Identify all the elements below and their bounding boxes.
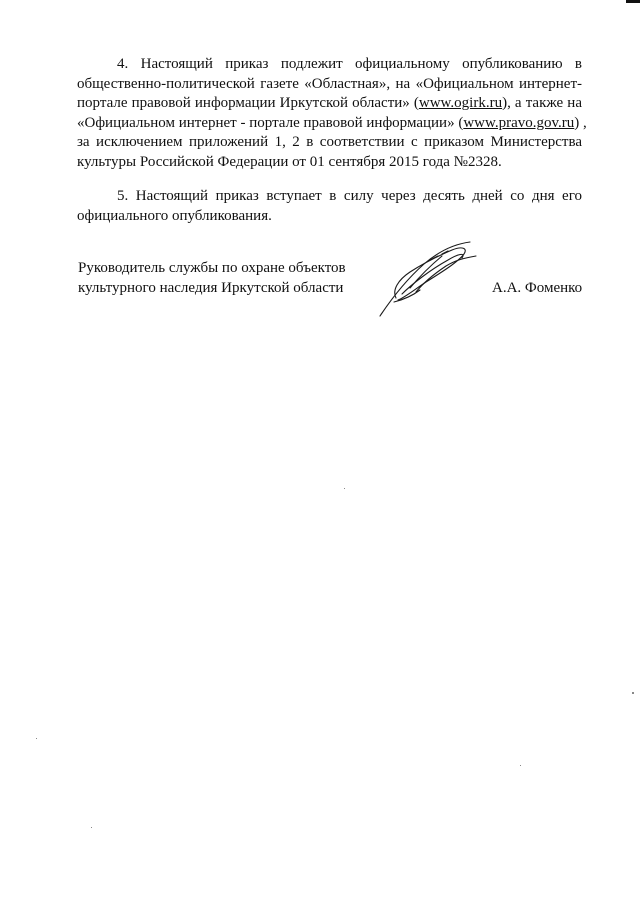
paragraph-4-line-3 bbox=[77, 94, 582, 114]
scan-speck bbox=[632, 692, 634, 694]
line-4-text-before: «Официальном интернет - портале правовой информации» ( bbox=[77, 114, 464, 131]
paragraph-4-line-5: за исключением приложений 1, 2 в соответствии с приказом Министерства bbox=[77, 134, 582, 150]
scan-speck bbox=[36, 738, 37, 739]
paragraph-4 bbox=[77, 55, 587, 172]
signatory-position bbox=[78, 258, 346, 298]
scan-speck bbox=[344, 488, 345, 489]
signatory-position-line-2: культурного наследия Иркутской области bbox=[78, 280, 344, 296]
scan-corner-mark bbox=[626, 0, 640, 3]
line-3-text-after: ), а также на bbox=[502, 95, 582, 111]
scan-speck bbox=[520, 765, 521, 766]
line-4-text-after: ) , bbox=[574, 114, 587, 131]
scan-speck bbox=[91, 827, 92, 828]
signatory-name: А.А. Фоменко bbox=[492, 280, 583, 296]
paragraph-5-line-1: 5. Настоящий приказ вступает в силу через десять дней со дня его bbox=[117, 188, 582, 204]
paragraph-5-line-2: официального опубликования. bbox=[77, 207, 272, 224]
handwritten-signature bbox=[372, 236, 482, 320]
line-3-text-before: портале правовой информации Иркутской области» ( bbox=[77, 95, 419, 111]
paragraph-5 bbox=[77, 187, 582, 226]
ogirk-link[interactable]: www.ogirk.ru bbox=[418, 95, 503, 111]
paragraph-4-line-1: 4. Настоящий приказ подлежит официальному опубликованию в bbox=[117, 56, 582, 72]
paragraph-4-line-6: культуры Российской Федерации от 01 сентября 2015 года №2328. bbox=[77, 153, 502, 170]
paragraph-4-line-2: общественно-политической газете «Областная», на «Официальном интернет- bbox=[77, 75, 582, 92]
pravo-link[interactable]: www.pravo.gov.ru bbox=[463, 114, 575, 131]
signatory-position-line-1: Руководитель службы по охране объектов bbox=[78, 260, 346, 276]
paragraph-4-line-4 bbox=[77, 114, 587, 134]
